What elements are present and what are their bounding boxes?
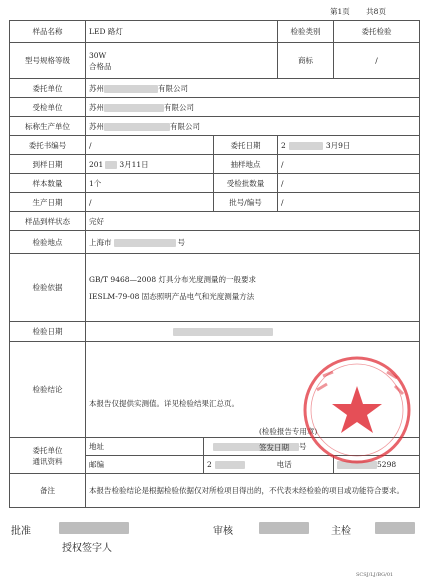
label-test-basis: 检验依据 <box>10 254 86 322</box>
report-seal-caption: (检验报告专用章) <box>259 426 318 436</box>
value-arrival-state: 完好 <box>86 212 420 231</box>
inspected-suffix: 有限公司 <box>164 102 194 112</box>
label-remarks: 备注 <box>10 474 86 508</box>
label-approver: 批准 <box>11 526 31 537</box>
postcode-prefix: 2 <box>207 460 212 469</box>
row-client <box>10 79 420 98</box>
label-model: 型号规格等级 <box>10 43 86 79</box>
test-basis-standard-1: GB/T 9468—2008 灯具分布光度测量的一般要求 <box>89 274 256 284</box>
label-contact <box>10 438 86 474</box>
label-sample-name: 样品名称 <box>10 21 86 43</box>
issue-date <box>259 442 289 453</box>
label-prod-date: 生产日期 <box>10 193 86 212</box>
order-date-prefix: 2 <box>281 140 286 150</box>
label-test-place: 检验地点 <box>10 231 86 254</box>
value-test-date <box>86 322 420 342</box>
value-arrival-date <box>86 155 214 174</box>
row-sample-name <box>10 21 420 43</box>
conclusion-text: 本报告仅提供实测值。详见检验结果汇总页。 <box>89 398 239 408</box>
label-batch-no: 批号/编号 <box>214 193 278 212</box>
signature-reviewer <box>259 522 309 534</box>
value-prod-date: / <box>86 193 214 212</box>
address-suffix: 号 <box>299 442 307 451</box>
label-client: 委托单位 <box>10 79 86 98</box>
value-inspected-unit <box>86 98 420 117</box>
test-place-suffix: 号 <box>177 237 185 247</box>
label-sampling-place: 抽样地点 <box>214 155 278 174</box>
issue-date-label: 签发日期 <box>259 442 289 452</box>
signature-approver <box>59 522 129 534</box>
redacted-text <box>104 123 170 131</box>
value-sampling-place: / <box>278 155 420 174</box>
redacted-text <box>173 328 273 336</box>
label-trademark: 商标 <box>278 43 334 79</box>
redacted-text <box>104 104 164 112</box>
label-manufacturer: 标称生产单位 <box>10 117 86 136</box>
row-quantity <box>10 174 420 193</box>
label-chief-tester: 主检 <box>331 526 351 537</box>
label-order-no: 委托书编号 <box>10 136 86 155</box>
official-seal-stamp <box>297 350 417 470</box>
label-test-date: 检验日期 <box>10 322 86 342</box>
arrival-date-prefix: 201 <box>89 159 104 169</box>
row-inspected-unit <box>10 98 420 117</box>
label-sample-qty: 样本数量 <box>10 174 86 193</box>
test-basis-standard-2: IESLM-79-08 固态照明产品电气和光度测量方法 <box>89 291 255 301</box>
order-date-suffix: 3月9日 <box>325 140 351 150</box>
arrival-date-suffix: 3月11日 <box>119 159 149 169</box>
value-order-date <box>278 136 420 155</box>
row-arrival <box>10 155 420 174</box>
label-postcode: 邮编 <box>86 456 204 474</box>
value-batch-qty: / <box>278 174 420 193</box>
label-batch-qty: 受检批数量 <box>214 174 278 193</box>
value-trademark: / <box>334 43 420 79</box>
label-arrival-date: 到样日期 <box>10 155 86 174</box>
row-model <box>10 43 420 79</box>
value-remarks: 本报告检验结论是根据检验依据仅对所检项目得出的，不代表未经检验的项目或功能符合要求。 <box>86 474 420 508</box>
value-client <box>86 79 420 98</box>
row-remarks <box>10 474 420 508</box>
row-order <box>10 136 420 155</box>
value-manufacturer <box>86 117 420 136</box>
redacted-text <box>105 161 117 169</box>
redacted-text <box>104 85 158 93</box>
label-order-date: 委托日期 <box>214 136 278 155</box>
value-sample-name: LED 路灯 <box>86 21 278 43</box>
redacted-text <box>289 142 323 150</box>
value-batch-no: / <box>278 193 420 212</box>
row-test-basis <box>10 254 420 322</box>
form-code: SCSJ/LJ/BG/01 <box>356 572 394 578</box>
row-test-date <box>10 322 420 342</box>
label-inspected-unit: 受检单位 <box>10 98 86 117</box>
page-current: 第1页 <box>330 7 350 16</box>
redacted-text <box>114 239 176 247</box>
value-test-place <box>86 231 420 254</box>
value-test-type: 委托检验 <box>334 21 420 43</box>
test-place-prefix: 上海市 <box>89 237 112 247</box>
value-sample-qty: 1个 <box>86 174 214 193</box>
manufacturer-prefix: 苏州 <box>89 121 104 131</box>
phone-suffix: 5298 <box>377 460 397 469</box>
inspected-prefix: 苏州 <box>89 102 104 112</box>
row-arrival-state <box>10 212 420 231</box>
value-test-basis <box>86 254 420 322</box>
client-prefix: 苏州 <box>89 83 104 93</box>
label-contact-info: 通讯资料 <box>32 456 63 466</box>
value-model-grade: 合格品 <box>89 61 112 71</box>
client-suffix: 有限公司 <box>158 83 188 93</box>
label-authorized-signatory: 授权签字人 <box>62 543 112 554</box>
page-total: 共8页 <box>366 7 386 16</box>
label-address: 地址 <box>86 438 204 456</box>
value-order-no: / <box>86 136 214 155</box>
signature-chief-tester <box>375 522 415 534</box>
label-test-type: 检验类别 <box>278 21 334 43</box>
manufacturer-suffix: 有限公司 <box>170 121 200 131</box>
label-conclusion: 检验结论 <box>10 342 86 438</box>
label-arrival-state: 样品到样状态 <box>10 212 86 231</box>
row-production <box>10 193 420 212</box>
row-manufacturer <box>10 117 420 136</box>
page-number <box>330 6 400 17</box>
row-test-place <box>10 231 420 254</box>
value-model <box>86 43 278 79</box>
label-reviewer: 审核 <box>213 526 233 537</box>
label-phone: 电话 <box>276 460 292 469</box>
value-model-power: 30W <box>89 50 107 60</box>
label-contact-unit: 委托单位 <box>32 445 63 455</box>
redacted-text <box>215 461 245 469</box>
